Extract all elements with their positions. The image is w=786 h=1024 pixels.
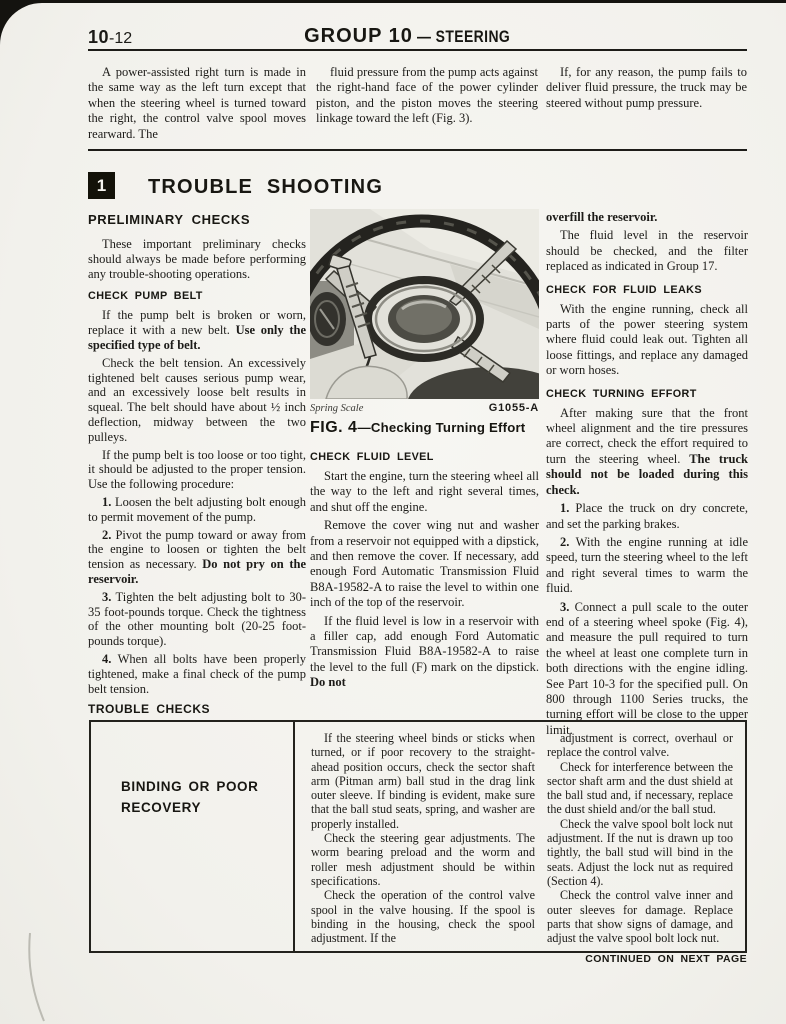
paragraph: If, for any reason, the pump fails to deliver fluid pressure, the truck may be steered without pump pressure. xyxy=(546,65,747,110)
intro-column-1 xyxy=(88,65,306,145)
paragraph: A power-assisted right turn is made in the same way as the left turn except that when the steering wheel is turned toward the right, the control valve spool moves rearward. The xyxy=(88,65,306,141)
page-curl-decoration xyxy=(0,933,70,1024)
paragraph: overfill the reservoir. xyxy=(546,210,658,224)
section-rule xyxy=(88,149,747,151)
paragraph: With the engine running, check all parts of the power steering system where fluid could leak out. Tighten all loose fittings, and replace any damaged or worn hoses. xyxy=(546,301,748,378)
intro-column-3 xyxy=(546,65,747,114)
paragraph: Check the operation of the control valve spool in the valve housing. If the spool is binding in the housing, check the spool adjustment. If the xyxy=(311,888,535,946)
paragraph: If the pump belt is too loose or too tight, it should be adjusted to the proper tension. Use the following procedure: xyxy=(88,447,306,492)
paragraph: After making sure that the front wheel alignment and the tire pressures are correct, check the effort required to turn the steering wheel. The truck should not be loaded during this check. xyxy=(546,405,748,497)
section-title: TROUBLE SHOOTING xyxy=(148,176,384,198)
paragraph: Check the control valve inner and outer sleeves for damage. Replace parts that show signs of damage, and adjust the valve spool bolt lock nut. xyxy=(547,888,733,946)
paragraph: If the pump belt is broken or worn, replace it with a new belt. Use only the specified type of belt. xyxy=(88,308,306,352)
figure-code: G1055-A xyxy=(488,402,539,414)
footer-continued: CONTINUED ON NEXT PAGE xyxy=(585,953,747,965)
heading-preliminary-checks: PRELIMINARY CHECKS xyxy=(88,212,251,227)
trouble-text-column-1 xyxy=(311,731,535,945)
group-title: GROUP 10 xyxy=(304,25,413,47)
trouble-row-label: BINDING OR POOR RECOVERY xyxy=(121,779,259,815)
figure-caption: FIG. 4—Checking Turning Effort xyxy=(310,419,526,436)
list-item: 4. When all bolts have been properly tightened, make a final check of the pump belt tension. xyxy=(88,651,306,696)
left-column xyxy=(88,210,306,699)
heading-check-for-fluid-leaks: CHECK FOR FLUID LEAKS xyxy=(546,283,702,296)
manual-page xyxy=(0,3,786,1024)
section-number-box: 1 xyxy=(88,172,115,199)
figure-photo xyxy=(310,209,539,399)
paragraph: These important preliminary checks should always be made before performing any trouble-shooting operations. xyxy=(88,237,306,281)
paragraph: The fluid level in the reservoir should be checked, and the filter replaced as indicated in Group 17. xyxy=(546,228,748,274)
paragraph: Remove the cover wing nut and washer from a reservoir not equipped with a dipstick, and then remove the cover. If necessary, add enough Ford Automatic Transmission Fluid B8A-19582-A to raise the level to within one inch of the top of the reservoir. xyxy=(310,518,539,610)
right-column xyxy=(546,210,748,741)
list-item: 2. Pivot the pump toward or away from the engine to loosen or tighten the belt tension as necessary. Do not pry on the reservoir. xyxy=(88,527,307,586)
figure-label-spring-scale: Spring Scale xyxy=(310,403,364,414)
paragraph: Check the belt tension. An excessively tightened belt causes serious pump wear, and an excessively loose belt results in squeal. The belt should have about ½ inch deflection, midway between the two pulleys. xyxy=(88,355,306,444)
list-item: 3. Connect a pull scale to the outer end of a steering wheel spoke (Fig. 4), and measure the pull required to turn the wheel at least one complete turn in both directions with the engine idling. See Part 10-3 for the specified pull. On 800 through 1100 Series trucks, the turning effort will be close to the upper limit. xyxy=(546,599,748,737)
heading-check-turning-effort: CHECK TURNING EFFORT xyxy=(546,387,697,400)
trouble-checks-heading: TROUBLE CHECKS xyxy=(88,702,211,716)
paragraph: Check the steering gear adjustments. The worm bearing preload and the worm and roller mesh adjustment should be within specifications. xyxy=(311,831,535,888)
paragraph: Start the engine, turn the steering wheel all the way to the left and right several times, and shut off the engine. xyxy=(310,469,539,514)
middle-column xyxy=(310,209,539,694)
page-title xyxy=(88,25,747,48)
heading-check-pump-belt: CHECK PUMP BELT xyxy=(88,290,203,303)
list-item: 1. Place the truck on dry concrete, and set the parking brakes. xyxy=(546,501,748,531)
list-item: 2. With the engine running at idle speed, turn the steering wheel to the left and right several times to warm the fluid. xyxy=(546,534,748,596)
paragraph: If the steering wheel binds or sticks when turned, or if poor recovery to the straight-ahead position occurs, check the sector shaft arm (Pitman arm) ball stud in the drag link outer sleeve. If binding is evident, make sure that the ball stud seats, spring, and washer are properly installed. xyxy=(311,731,535,831)
trouble-row-label-cell xyxy=(91,722,295,951)
heading-check-fluid-level: CHECK FLUID LEVEL xyxy=(310,451,434,463)
topic-title: — STEERING xyxy=(417,27,511,46)
trouble-text-column-2 xyxy=(547,731,733,945)
paragraph: Check for interference between the sector shaft arm and the dust shield at the ball stud and, if necessary, replace the dust shield and/or the ball stud. xyxy=(547,759,733,817)
list-item: 1. Loosen the belt adjusting bolt enough to permit movement of the pump. xyxy=(88,494,306,524)
list-item: 3. Tighten the belt adjusting bolt to 30-35 foot-pounds torque. Check the tightness of the other mounting bolt (20-25 foot-pounds torque). xyxy=(88,589,306,649)
trouble-table xyxy=(89,720,747,953)
page-number: 10-12 xyxy=(88,27,133,47)
paragraph: If the fluid level is low in a reservoir with a filler cap, add enough Ford Automatic Transmission Fluid B8A-19582-A to raise the level to the full (F) mark on the dipstick. Do not xyxy=(310,613,539,690)
paragraph: fluid pressure from the pump acts against the right-hand face of the power cylinder piston, and the piston moves the steering linkage toward the left (Fig. 3). xyxy=(316,65,538,126)
figure-labels xyxy=(310,402,539,414)
paragraph: Check the valve spool bolt lock nut adjustment. If the nut is drawn up too tightly, the ball stud will bind in the seats. Adjust the lock nut as required (Section 4). xyxy=(547,816,733,888)
intro-column-2 xyxy=(316,65,538,130)
header-rule xyxy=(88,49,747,51)
paragraph: adjustment is correct, overhaul or replace the control valve. xyxy=(547,731,733,760)
